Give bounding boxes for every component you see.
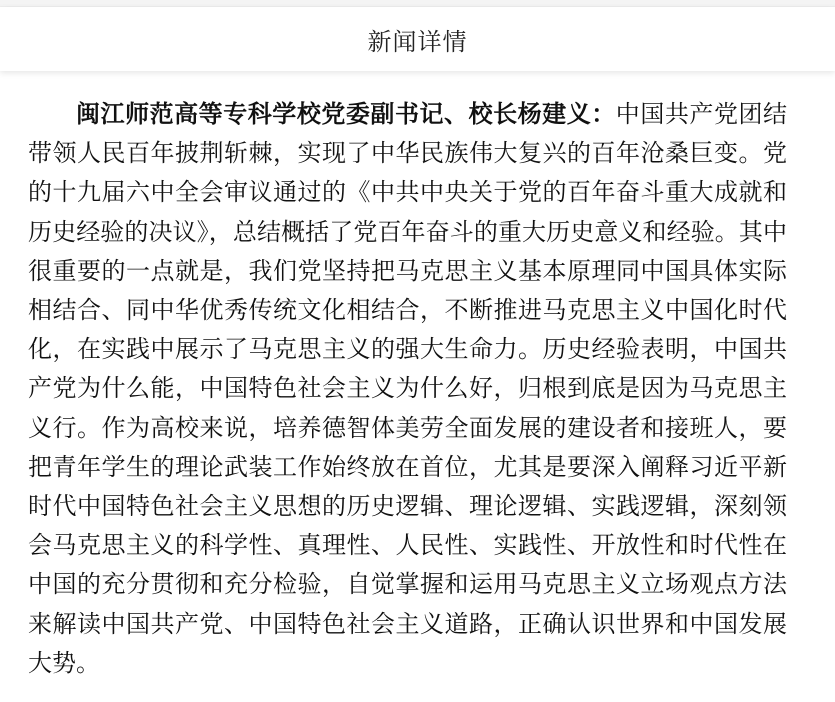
article-paragraph bbox=[28, 95, 787, 683]
page-title: 新闻详情 bbox=[367, 27, 468, 56]
speaker-label: 闽江师范高等专科学校党委副书记、校长杨建义： bbox=[76, 100, 616, 128]
top-strip bbox=[0, 0, 835, 7]
article-body: 中国共产党团结带领人民百年披荆斩棘，实现了中华民族伟大复兴的百年沧桑巨变。党的十九届六中全会审议通过的《中共中央关于党的百年奋斗重大成就和历史经验的决议》，总结概括了党百年奋斗的重大历史意义和经验。其中很重要的一点就是，我们党坚持把马克思主义基本原理同中国具体实际相结合、同中华优秀传统文化相结合，不断推进马克思主义中国化时代化，在实践中展示了马克思主义的强大生命力。历史经验表明，中国共产党为什么能，中国特色社会主义为什么好，归根到底是因为马克思主义行。作为高校来说，培养德智体美劳全面发展的建设者和接班人，要把青年学生的理论武装工作始终放在首位，尤其是要深入阐释习近平新时代中国特色社会主义思想的历史逻辑、理论逻辑、实践逻辑，深刻领会马克思主义的科学性、真理性、人民性、实践性、开放性和时代性在中国的充分贯彻和充分检验，自觉掌握和运用马克思主义立场观点方法来解读中国共产党、中国特色社会主义道路，正确认识世界和中国发展大势。 bbox=[28, 100, 788, 677]
article-content bbox=[0, 71, 835, 683]
page-header bbox=[0, 7, 835, 71]
